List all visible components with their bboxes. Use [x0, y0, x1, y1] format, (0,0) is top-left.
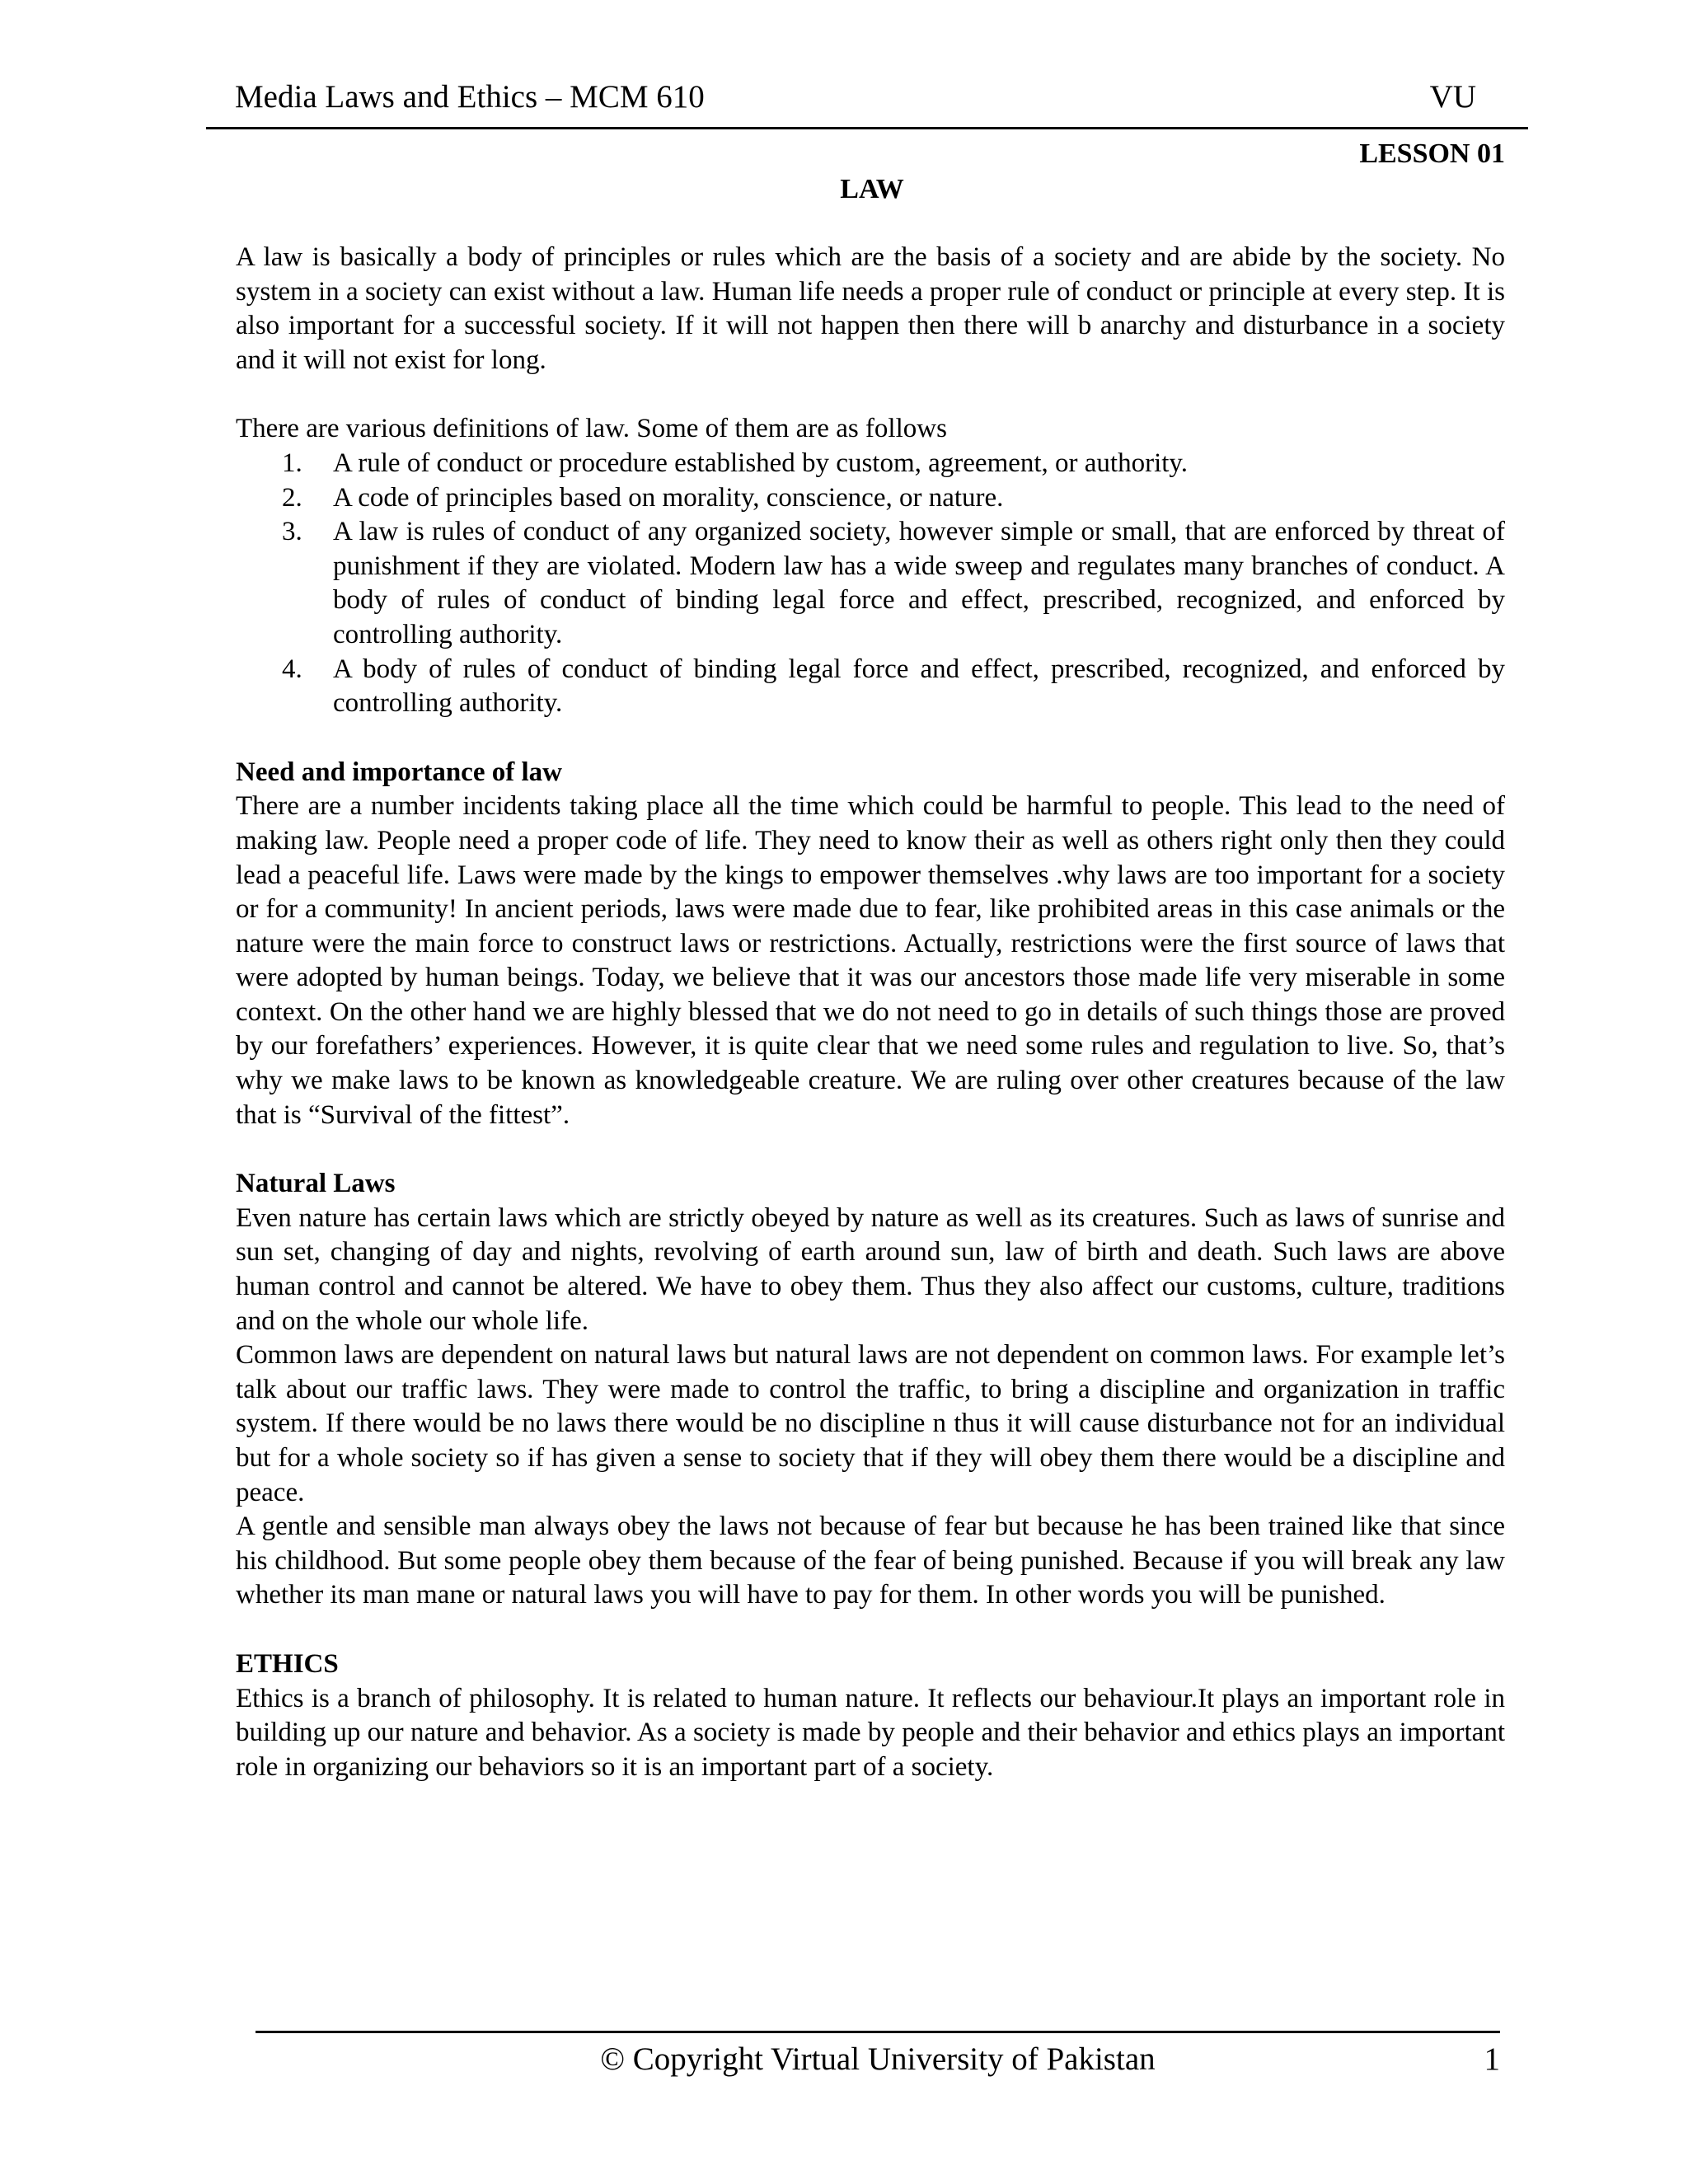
list-item-number: 2. — [282, 482, 302, 513]
document-body — [236, 241, 1505, 1784]
university-mark: VU — [1429, 79, 1476, 115]
paragraph-gap — [236, 721, 1505, 756]
list-item-text: A law is rules of conduct of any organized society, however simple or small, that are enforced by threat of punishment if they are violated. Modern law has a wide sweep and regulates many branches of conduct. A body of rules of conduct of binding legal force and effect, prescribed, recognized, and enforced by controlling authority. — [333, 517, 1505, 649]
ethics-paragraph: Ethics is a branch of philosophy. It is related to human nature. It reflects our behaviour.It plays an important role in building up our nature and behavior. As a society is made by people and their behavior and ethics plays an important role in organizing our behaviors so it is an important part of a society. — [236, 1683, 1505, 1782]
page-header — [206, 73, 1528, 129]
section-heading-need: Need and importance of law — [236, 757, 562, 787]
page-footer — [256, 2031, 1500, 2091]
section-heading-natural-laws: Natural Laws — [236, 1169, 396, 1199]
list-item-text: A body of rules of conduct of binding legal force and effect, prescribed, recognized, and enforced by controlling authority. — [333, 654, 1505, 719]
list-item-number: 1. — [282, 448, 302, 478]
natural-paragraph-2: Common laws are dependent on natural laws but natural laws are not dependent on common laws. For example let’s talk about our traffic laws. They were made to control the traffic, to bring a discipline and organization in traffic system. If there would be no laws there would be no discipline n thus it will cause disturbance not for an individual but for a whole society so if has given a sense to society that if they will obey them there would be a discipline and peace. — [236, 1340, 1505, 1507]
paragraph-gap — [236, 377, 1505, 412]
paragraph-gap — [236, 1613, 1505, 1647]
list-item-text: A code of principles based on morality, conscience, or nature. — [333, 482, 1004, 513]
copyright-notice: © Copyright Virtual University of Pakistan — [600, 2041, 1156, 2077]
definitions-list — [236, 447, 1505, 721]
definitions-lead: There are various definitions of law. Some of them are as follows — [236, 414, 947, 444]
list-item-number: 3. — [282, 517, 302, 547]
natural-paragraph-1: Even nature has certain laws which are strictly obeyed by nature as well as its creatures. Such as laws of sunrise and sun set, changing of day and nights, revolving of earth around sun, law of birth and death. Such laws are above human control and cannot be altered. We have to obey them. Thus they also affect our customs, culture, traditions and on the whole our whole life. — [236, 1202, 1505, 1336]
lesson-number: LESSON 01 — [1359, 138, 1505, 169]
paragraph-gap — [236, 1132, 1505, 1167]
list-item — [236, 447, 1505, 481]
list-item-text: A rule of conduct or procedure established by custom, agreement, or authority. — [333, 448, 1189, 478]
list-item — [236, 653, 1505, 721]
intro-paragraph: A law is basically a body of principles or rules which are the basis of a society and are abide by the society. No system in a society can exist without a law. Human life needs a proper rule of conduct or principle at every step. It is also important for a successful society. If it will not happen then there will b anarchy and disturbance in a society and it will not exist for long. — [236, 242, 1505, 375]
section-heading-ethics: ETHICS — [236, 1648, 339, 1679]
document-title: LAW — [840, 174, 904, 204]
need-paragraph: There are a number incidents taking place all the time which could be harmful to people. This lead to the need of making law. People need a proper code of life. They need to know their as well as others right only then they could lead a peaceful life. Laws were made by the kings to empower themselves .why laws are too important for a society or for a community! In ancient periods, laws were made due to fear, like prohibited areas in this case animals or the nature were the main force to construct laws or restrictions. Actually, restrictions were the first source of laws that were adopted by human beings. Today, we believe that it was our ancestors those made life very miserable in some context. On the other hand we are highly blessed that we do not need to go in details of such things those are proved by our forefathers’ experiences. However, it is quite clear that we need some rules and regulation to live. So, that’s why we make laws to be known as knowledgeable creature. We are ruling over other creatures because of the law that is “Survival of the fittest”. — [236, 791, 1505, 1130]
page-number: 1 — [1484, 2041, 1500, 2077]
list-item — [236, 481, 1505, 516]
list-item-number: 4. — [282, 654, 302, 684]
list-item — [236, 515, 1505, 652]
course-title: Media Laws and Ethics – MCM 610 — [235, 79, 705, 115]
natural-paragraph-3: A gentle and sensible man always obey the laws not because of fear but because he has been trained like that since his childhood. But some people obey them because of the fear of being punished. Because if you will break any law whether its man mane or natural laws you will have to pay for them. In other words you will be punished. — [236, 1511, 1505, 1610]
